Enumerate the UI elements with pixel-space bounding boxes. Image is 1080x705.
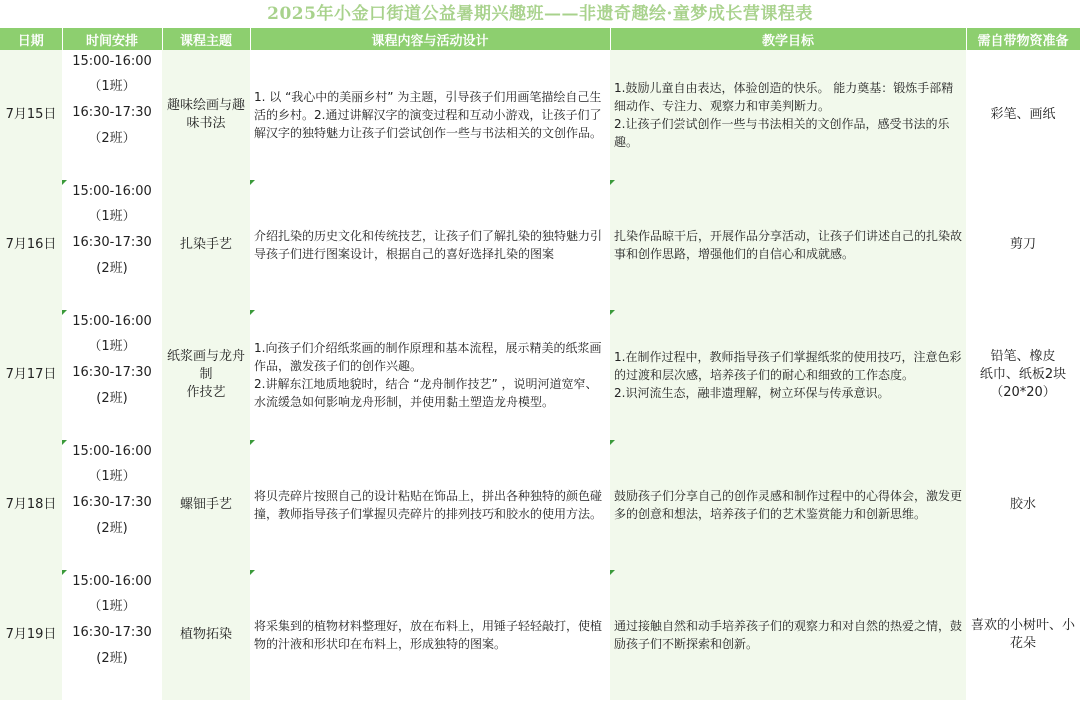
table-row — [0, 570, 1080, 700]
date-cell: 7月16日 — [0, 180, 62, 310]
materials-cell: 喜欢的小树叶、小花朵 — [966, 570, 1080, 700]
materials-cell: 剪刀 — [966, 180, 1080, 310]
table-row — [0, 180, 1080, 310]
header-theme: 课程主题 — [162, 28, 250, 50]
goal-cell: 通过接触自然和动手培养孩子们的观察力和对自然的热爱之情，鼓励孩子们不断探索和创新。 — [610, 570, 966, 700]
class-label-1: （1班） — [88, 599, 136, 614]
time-slot-2: 16:30-17:30 — [72, 365, 152, 380]
content-cell: 介绍扎染的历史文化和传统技艺，让孩子们了解扎染的独特魅力引导孩子们进行图案设计，根据自己的喜好选择扎染的图案 — [250, 180, 610, 310]
header-goal: 教学目标 — [610, 28, 966, 50]
time-slot-1: 15:00-16:00 — [72, 54, 152, 69]
time-slot-2: 16:30-17:30 — [72, 495, 152, 510]
time-cell — [62, 570, 162, 700]
time-cell — [62, 440, 162, 570]
class-label-2: （2班） — [88, 131, 136, 146]
header-time: 时间安排 — [62, 28, 162, 50]
time-cell — [62, 180, 162, 310]
time-cell — [62, 310, 162, 440]
table-row — [0, 440, 1080, 570]
theme-cell: 植物拓染 — [162, 570, 250, 700]
time-slot-2: 16:30-17:30 — [72, 105, 152, 120]
theme-cell: 纸浆画与龙舟制 作技艺 — [162, 310, 250, 440]
header-date: 日期 — [0, 28, 62, 50]
class-label-2: (2班) — [96, 391, 128, 406]
theme-cell: 趣味绘画与趣味书法 — [162, 50, 250, 180]
date-cell: 7月17日 — [0, 310, 62, 440]
materials-cell: 铅笔、橡皮 纸巾、纸板2块 （20*20） — [966, 310, 1080, 440]
class-label-1: （1班） — [88, 469, 136, 484]
class-label-2: (2班) — [96, 651, 128, 666]
class-label-1: （1班） — [88, 79, 136, 94]
content-cell: 将采集到的植物材料整理好，放在布料上，用锤子轻轻敲打，使植物的汁液和形状印在布料上，形成独特的图案。 — [250, 570, 610, 700]
goal-cell: 1.在制作过程中，教师指导孩子们掌握纸浆的使用技巧，注意色彩的过渡和层次感，培养孩子们的耐心和细致的工作态度。 2.识河流生态，融非遗理解，树立环保与传承意识。 — [610, 310, 966, 440]
theme-cell: 扎染手艺 — [162, 180, 250, 310]
content-cell: 1. 以 “我心中的美丽乡村” 为主题，引导孩子们用画笔描绘自己生活的乡村。2.通过讲解汉字的演变过程和互动小游戏，让孩子们了解汉字的独特魅力让孩子们尝试创作一些与书法相关的文创作品。 — [250, 50, 610, 180]
time-slot-1: 15:00-16:00 — [72, 574, 152, 589]
goal-cell: 鼓励孩子们分享自己的创作灵感和制作过程中的心得体会，激发更多的创意和想法，培养孩子们的艺术鉴赏能力和创新思维。 — [610, 440, 966, 570]
content-cell: 1.向孩子们介绍纸浆画的制作原理和基本流程，展示精美的纸浆画作品，激发孩子们的创作兴趣。 2.讲解东江地质地貌时，结合 “龙舟制作技艺” ，说明河道宽窄、水流缓急如何影响龙舟形制，并使用黏土塑造龙舟模型。 — [250, 310, 610, 440]
schedule-table — [0, 28, 1080, 700]
class-label-1: （1班） — [88, 209, 136, 224]
date-cell: 7月19日 — [0, 570, 62, 700]
goal-cell: 扎染作品晾干后，开展作品分享活动，让孩子们讲述自己的扎染故事和创作思路，增强他们的自信心和成就感。 — [610, 180, 966, 310]
time-slot-1: 15:00-16:00 — [72, 444, 152, 459]
time-slot-1: 15:00-16:00 — [72, 314, 152, 329]
header-row — [0, 28, 1080, 50]
page-title: 2025年小金口街道公益暑期兴趣班——非遗奇趣绘·童梦成长营课程表 — [267, 4, 813, 24]
date-cell: 7月15日 — [0, 50, 62, 180]
table-row — [0, 310, 1080, 440]
class-label-2: (2班) — [96, 261, 128, 276]
header-materials: 需自带物资准备 — [966, 28, 1080, 50]
materials-cell: 胶水 — [966, 440, 1080, 570]
header-content: 课程内容与活动设计 — [250, 28, 610, 50]
content-cell: 将贝壳碎片按照自己的设计粘贴在饰品上，拼出各种独特的颜色碰撞，教师指导孩子们掌握贝壳碎片的排列技巧和胶水的使用方法。 — [250, 440, 610, 570]
time-slot-2: 16:30-17:30 — [72, 625, 152, 640]
class-label-1: （1班） — [88, 339, 136, 354]
date-cell: 7月18日 — [0, 440, 62, 570]
goal-cell: 1.鼓励儿童自由表达，体验创造的快乐。 能力奠基：锻炼手部精细动作、专注力、观察力和审美判断力。 2.让孩子们尝试创作一些与书法相关的文创作品，感受书法的乐趣。 — [610, 50, 966, 180]
time-cell — [62, 50, 162, 180]
theme-cell: 螺钿手艺 — [162, 440, 250, 570]
materials-cell: 彩笔、画纸 — [966, 50, 1080, 180]
time-slot-2: 16:30-17:30 — [72, 235, 152, 250]
time-slot-1: 15:00-16:00 — [72, 184, 152, 199]
table-row — [0, 50, 1080, 180]
class-label-2: (2班) — [96, 521, 128, 536]
